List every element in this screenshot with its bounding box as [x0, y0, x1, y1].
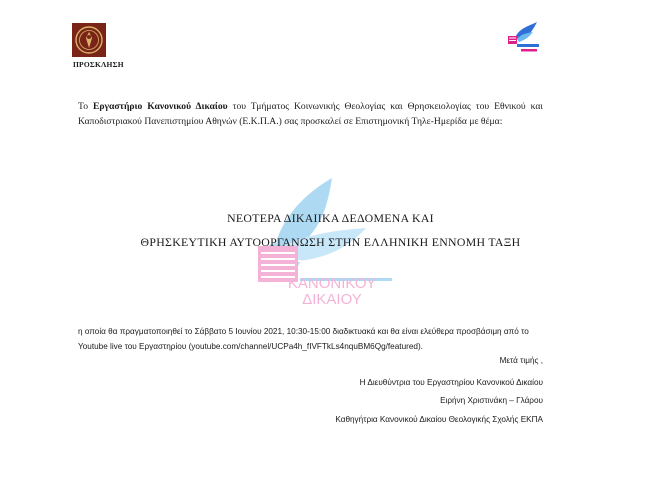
watermark-word-1: ΚΑΝΟΝΙΚΟΥ — [287, 275, 377, 292]
canon-law-lab-logo-icon — [503, 18, 543, 56]
signature-title: Καθηγήτρια Κανονικού Δικαίου Θεολογικής Σχολής ΕΚΠΑ — [335, 415, 543, 424]
intro-paragraph — [78, 99, 543, 129]
closing-line: Μετά τιμής , — [499, 356, 543, 365]
event-details-paragraph: η οποία θα πραγματοποιηθεί το Σάββατο 5 Ιουνίου 2021, 10:30-15:00 διαδικτυακά και θα είναι ελεύθερα προσβάσιμη από το Youtube live του Εργαστηρίου (youtube.com/channel/UCPa4h_fIVFTkLs4nquBM6Qg/featured). — [78, 327, 529, 351]
university-seal-icon — [72, 23, 106, 57]
watermark-word-2: ΔΙΚΑΙΟΥ — [302, 291, 362, 308]
signature-name: Ειρήνη Χριστινάκη – Γλάρου — [440, 396, 543, 405]
intro-lead: Το — [78, 101, 93, 112]
intro-rest: του Τμήματος Κοινωνικής Θεολογίας και Θρησκειολογίας του Εθνικού και Καποδιστριακού Πανεπιστημίου Αθηνών (Ε.Κ.Π.Α.) σας προσκαλεί σε Επιστημονική Τηλε-Ημερίδα με θέμα: — [78, 101, 543, 127]
event-title-line-2: ΘΡΗΣΚΕΥΤΙΚΗ ΑΥΤΟΟΡΓΑΝΩΣΗ ΣΤΗΝ ΕΛΛΗΝΙΚΗ ΕΝΝΟΜΗ ΤΑΞΗ — [140, 235, 521, 249]
event-title-line-1: ΝΕΟΤΕΡΑ ΔΙΚΑΙΙΚΑ ΔΕΔΟΜΕΝΑ ΚΑΙ — [227, 211, 434, 225]
lab-name: Εργαστήριο Κανονικού Δικαίου — [92, 101, 228, 112]
invitation-label: ΠΡΟΣΚΛΗΣΗ — [73, 60, 124, 69]
signature-role: Η Διευθύντρια του Εργαστηρίου Κανονικού Δικαίου — [359, 378, 543, 387]
